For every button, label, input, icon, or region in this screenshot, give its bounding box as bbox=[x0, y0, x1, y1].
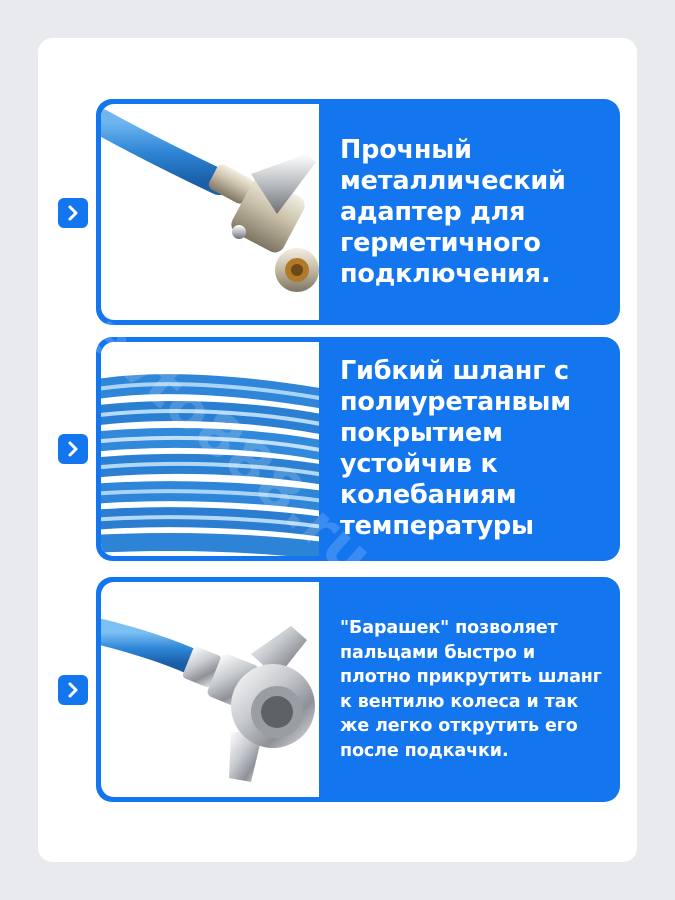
feature-row-hose bbox=[96, 337, 620, 561]
hose-coil-photo bbox=[101, 342, 319, 556]
chevron-right-icon[interactable] bbox=[58, 434, 88, 464]
feature-row-adapter bbox=[96, 99, 620, 325]
feature-row-wingnut bbox=[96, 577, 620, 802]
feature-text: "Барашек" позволяет пальцами быстро и плотно прикрутить шланг к вентилю колеса и так же легко открутить его после подкачки. bbox=[340, 618, 602, 761]
chevron-right-icon[interactable] bbox=[58, 675, 88, 705]
feature-text: Гибкий шланг с полиуретанвым покрытием устойчив к колебаниям температуры bbox=[340, 356, 571, 541]
chevron-right-icon[interactable] bbox=[58, 198, 88, 228]
feature-text: Прочный металлический адаптер для герметичного подключения. bbox=[340, 134, 566, 289]
adapter-photo bbox=[101, 104, 319, 320]
wingnut-photo bbox=[101, 582, 319, 797]
